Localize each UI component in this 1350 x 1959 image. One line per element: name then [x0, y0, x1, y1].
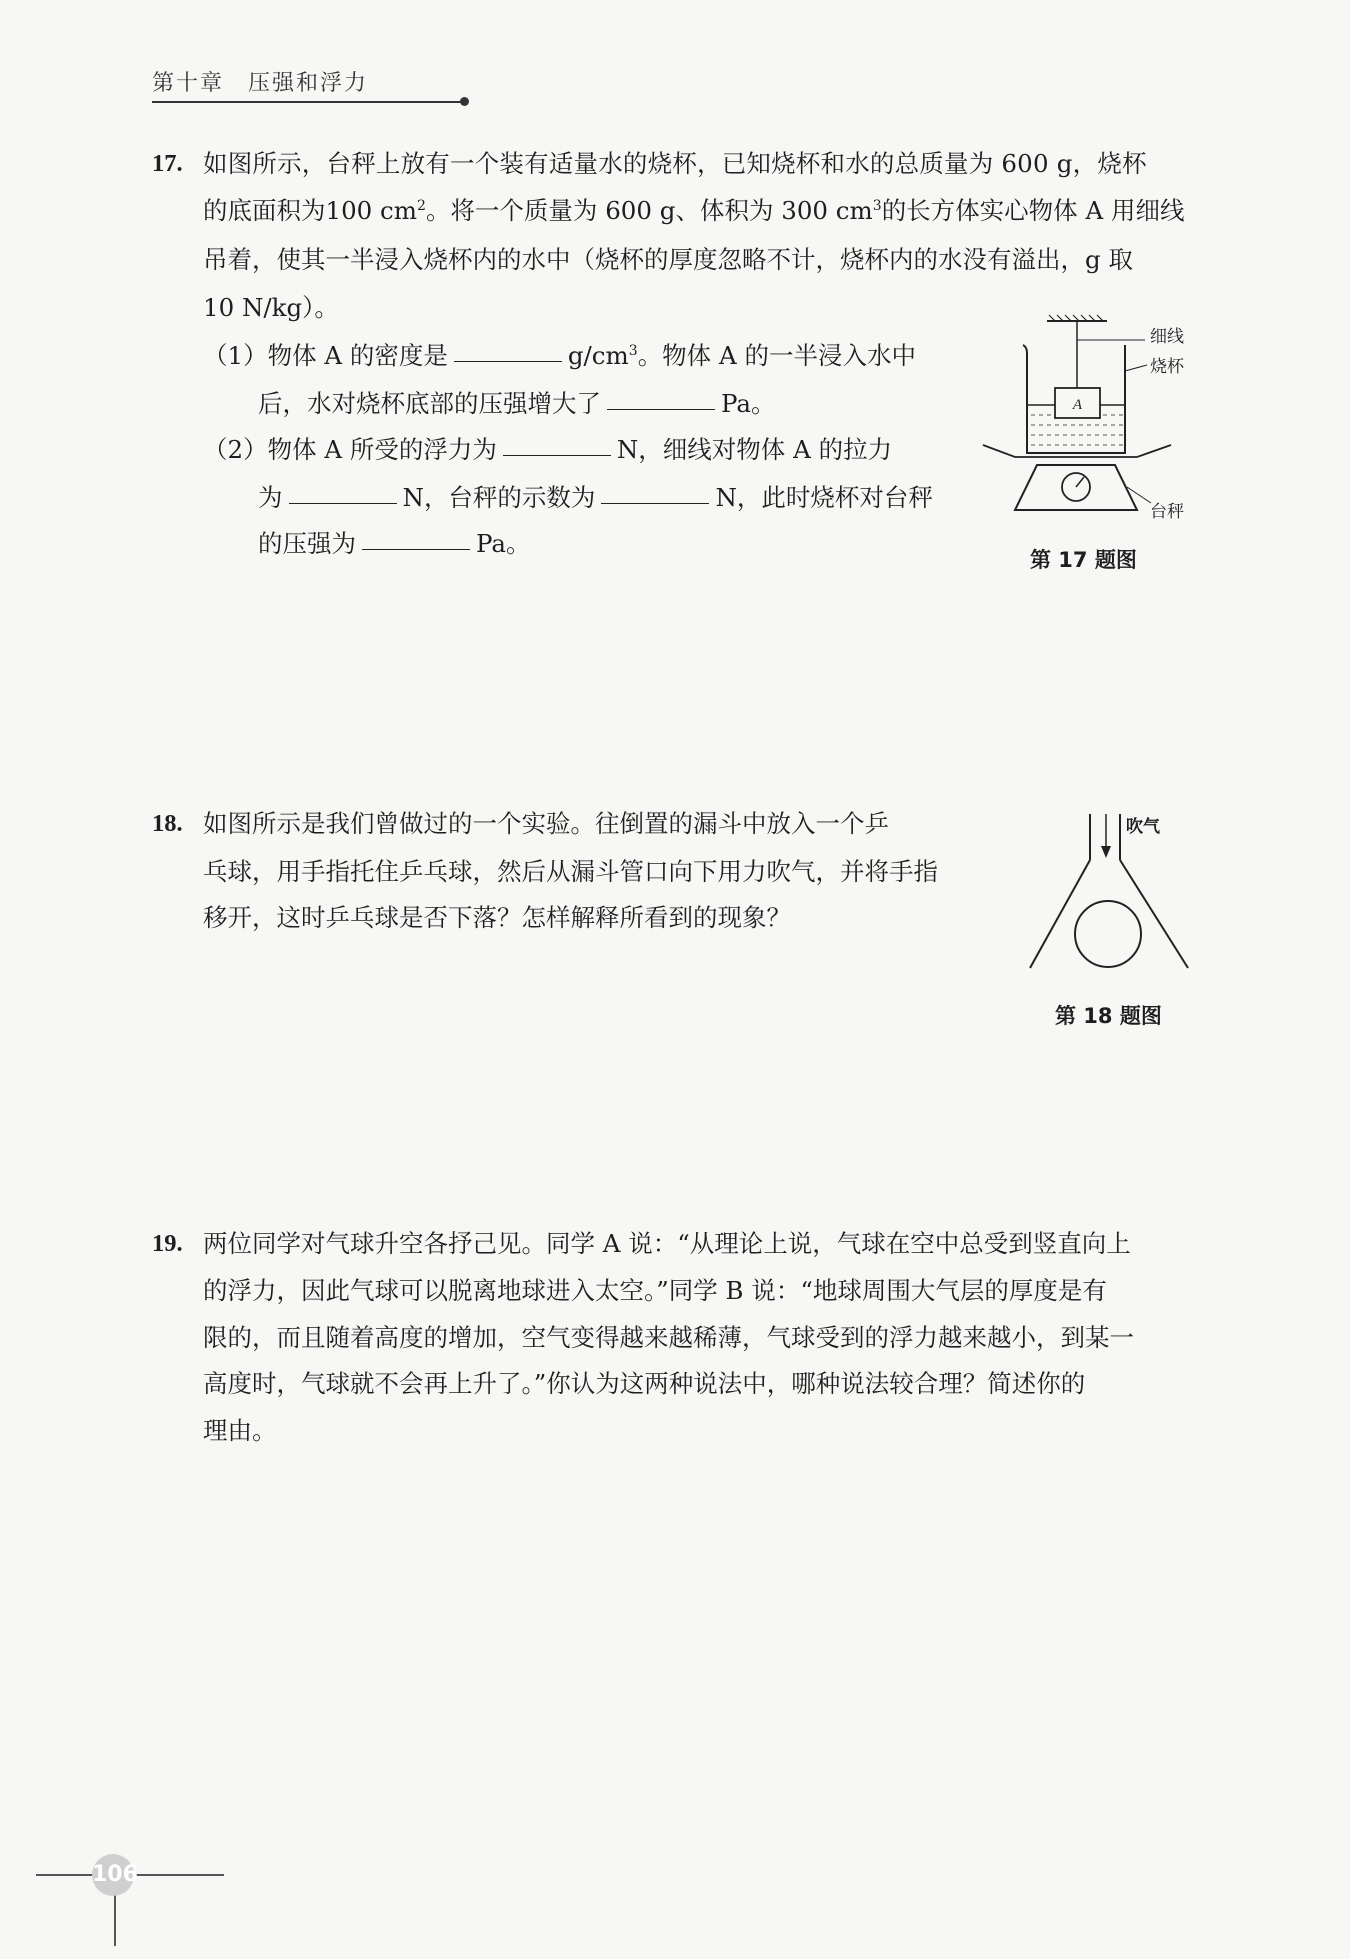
- figure-18-diagram: [1020, 808, 1200, 983]
- q17-part2-line1: [203, 435, 893, 464]
- q17-p2-d: N，台秤的示数为: [402, 483, 596, 512]
- q18-number: 18.: [152, 810, 183, 837]
- blow-arrow-icon: [1101, 846, 1111, 858]
- label-thread: 细线: [1150, 327, 1184, 347]
- block-a-label: A: [1072, 397, 1083, 413]
- dial-needle: [1076, 477, 1084, 487]
- beaker-leader: [1125, 365, 1147, 371]
- q18-line1: 如图所示是我们曾做过的一个实验。往倒置的漏斗中放入一个乒: [203, 809, 889, 838]
- ping-pong-ball: [1075, 901, 1141, 967]
- scale-body: [1015, 465, 1137, 510]
- q19-line5: 理由。: [203, 1416, 277, 1445]
- q17-line2: [203, 196, 1185, 225]
- q17-p1-b: g/cm: [567, 341, 629, 370]
- q17-line2-a: 的底面积为100 cm: [203, 196, 418, 225]
- q17-p1-sup: 3: [628, 343, 638, 359]
- water-hatch: [1031, 415, 1123, 445]
- q17-number: 17.: [152, 150, 183, 177]
- q19-number: 19.: [152, 1230, 183, 1257]
- q17-p2-e: N，此时烧杯对台秤: [715, 483, 933, 512]
- page-number: 106: [92, 1854, 134, 1896]
- q18-line3: 移开，这时乒乓球是否下落？怎样解释所看到的现象？: [203, 903, 791, 932]
- answer-blank[interactable]: [362, 549, 470, 550]
- q17-line2-b: 。将一个质量为 600 g、体积为 300 cm: [425, 196, 873, 225]
- q17-part2-line2: [258, 483, 933, 512]
- q17-sup-2: 2: [417, 198, 426, 214]
- q19-line1: 两位同学对气球升空各抒己见。同学 A 说：“从理论上说，气球在空中总受到竖直向上: [203, 1229, 1131, 1258]
- q17-p2-b: N，细线对物体 A 的拉力: [616, 435, 893, 464]
- q17-part2-line3: [258, 529, 531, 558]
- answer-blank[interactable]: [601, 503, 709, 504]
- q17-line2-c: 的长方体实心物体 A 用细线: [881, 196, 1185, 225]
- q17-sup-3: 3: [872, 198, 882, 214]
- q19-line2: 的浮力，因此气球可以脱离地球进入太空。”同学 B 说：“地球周围大气层的厚度是有: [203, 1276, 1107, 1305]
- q17-p2-c: 为: [258, 483, 283, 512]
- header-rule-dot: [460, 97, 469, 106]
- q17-part1-line2: [258, 389, 776, 418]
- q17-p2-g: Pa。: [476, 529, 531, 558]
- answer-blank[interactable]: [289, 503, 397, 504]
- q17-p1-a: （1）物体 A 的密度是: [203, 341, 448, 370]
- q17-p1-c: 。物体 A 的一半浸入水中: [637, 341, 916, 370]
- scale-plate: [983, 445, 1171, 457]
- q18-line2: 乓球，用手指托住乒乓球，然后从漏斗管口向下用力吹气，并将手指: [203, 857, 938, 886]
- q17-p1-d: 后，水对烧杯底部的压强增大了: [258, 389, 601, 418]
- q19-line3: 限的，而且随着高度的增加，空气变得越来越稀薄，气球受到的浮力越来越小，到某一: [203, 1323, 1134, 1352]
- label-scale: 台秤: [1150, 502, 1184, 522]
- q17-line1: 如图所示，台秤上放有一个装有适量水的烧杯，已知烧杯和水的总质量为 600 g，烧杯: [203, 149, 1147, 178]
- q17-line3: 吊着，使其一半浸入烧杯内的水中（烧杯的厚度忽略不计，烧杯内的水没有溢出，g 取: [203, 245, 1133, 274]
- figure-17-caption: 第 17 题图: [1030, 548, 1137, 572]
- chapter-title: 第十章 压强和浮力: [152, 71, 369, 96]
- answer-blank[interactable]: [454, 361, 562, 362]
- figure-18-caption: 第 18 题图: [1055, 1004, 1162, 1028]
- q17-p2-f: 的压强为: [258, 529, 356, 558]
- q17-line4: 10 N/kg）。: [203, 293, 339, 322]
- label-blow: 吹气: [1126, 817, 1160, 837]
- header-rule: [152, 101, 464, 103]
- q19-line4: 高度时，气球就不会再上升了。”你认为这两种说法中，哪种说法较合理？简述你的: [203, 1369, 1086, 1398]
- label-beaker: 烧杯: [1150, 357, 1184, 377]
- q17-p1-e: Pa。: [721, 389, 776, 418]
- answer-blank[interactable]: [607, 409, 715, 410]
- q17-p2-a: （2）物体 A 所受的浮力为: [203, 435, 497, 464]
- q17-part1-line1: [203, 341, 916, 370]
- answer-blank[interactable]: [503, 455, 611, 456]
